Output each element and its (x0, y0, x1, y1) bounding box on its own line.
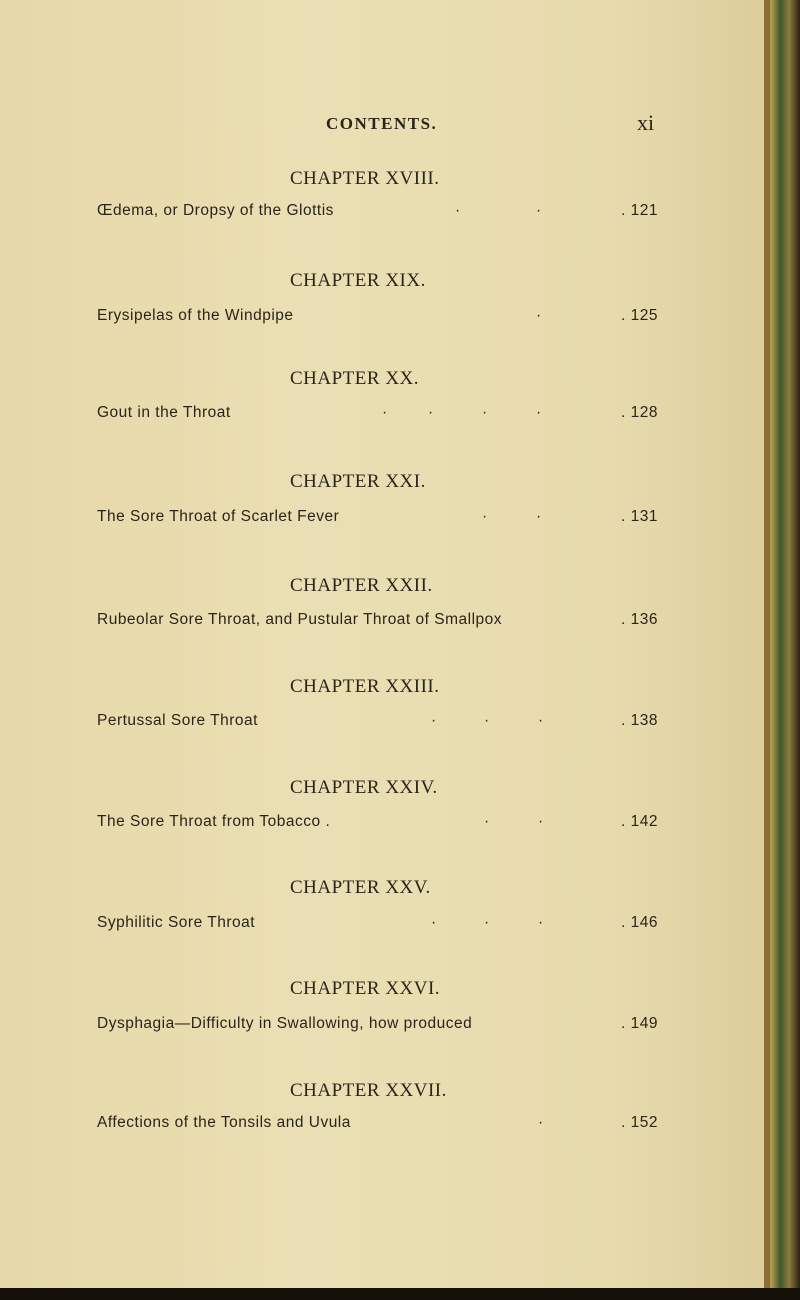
entry-page-number: . 146 (621, 914, 658, 931)
entry-page-number: . 142 (621, 813, 658, 830)
leader-dot: · (482, 508, 488, 525)
entry-page-number: . 149 (621, 1015, 658, 1032)
entry-page-number: . 136 (621, 611, 658, 628)
leader-dot: · (484, 813, 490, 830)
chapter-heading: CHAPTER XXII. (290, 575, 433, 596)
entry-title: Syphilitic Sore Throat (97, 914, 256, 931)
entry-title: Dysphagia—Difficulty in Swallowing, how produced (97, 1015, 473, 1032)
leader-dot: · (536, 508, 542, 525)
toc-entry (0, 813, 764, 833)
chapter-heading: CHAPTER XXI. (290, 471, 426, 492)
page-gutter-edge (764, 0, 770, 1300)
chapter-heading: CHAPTER XXIV. (290, 777, 438, 798)
entry-title: Erysipelas of the Windpipe (97, 307, 294, 324)
chapter-heading: CHAPTER XVIII. (290, 168, 440, 189)
toc-entry (0, 914, 764, 934)
toc-entry (0, 611, 764, 631)
chapter-heading: CHAPTER XXV. (290, 877, 431, 898)
entry-title: Rubeolar Sore Throat, and Pustular Throat of Smallpox (97, 611, 503, 628)
toc-entry (0, 202, 764, 222)
book-spine-edge (764, 0, 800, 1300)
page-folio: xi (637, 110, 655, 135)
leader-dot: · (431, 712, 437, 729)
leader-dot: · (431, 914, 437, 931)
chapter-heading: CHAPTER XXVII. (290, 1080, 447, 1101)
entry-page-number: . 125 (621, 307, 658, 324)
chapter-heading: CHAPTER XXVI. (290, 978, 441, 999)
entry-page-number: . 128 (621, 404, 658, 421)
chapter-heading: CHAPTER XX. (290, 368, 420, 389)
entry-title: Pertussal Sore Throat (97, 712, 258, 729)
toc-entry (0, 1114, 764, 1134)
entry-title: Affections of the Tonsils and Uvula (97, 1114, 351, 1131)
entry-title: The Sore Throat from Tobacco . (97, 813, 331, 830)
entry-page-number: . 152 (621, 1114, 658, 1131)
chapter-heading: CHAPTER XIX. (290, 270, 426, 291)
entry-title: The Sore Throat of Scarlet Fever (97, 508, 340, 525)
leader-dot: · (482, 404, 488, 421)
leader-dot: · (455, 202, 461, 219)
leader-dot: · (538, 813, 544, 830)
running-head-title: CONTENTS. (326, 114, 438, 133)
leader-dot: · (538, 914, 544, 931)
chapter-heading: CHAPTER XXIII. (290, 676, 440, 697)
leader-dot: · (428, 404, 434, 421)
leader-dot: · (484, 712, 490, 729)
page-bottom-edge (0, 1288, 800, 1300)
leader-dot: · (382, 404, 388, 421)
leader-dot: · (538, 712, 544, 729)
leader-dot: · (484, 914, 490, 931)
running-head (0, 110, 764, 136)
entry-page-number: . 121 (621, 202, 658, 219)
entry-title: Œdema, or Dropsy of the Glottis (97, 202, 334, 219)
toc-entry (0, 1015, 764, 1035)
leader-dot: · (536, 307, 542, 324)
leader-dot: · (536, 404, 542, 421)
entry-page-number: . 138 (621, 712, 658, 729)
toc-entry (0, 404, 764, 424)
leader-dot: · (538, 1114, 544, 1131)
entry-title: Gout in the Throat (97, 404, 231, 421)
toc-entry (0, 307, 764, 327)
leader-dot: · (536, 202, 542, 219)
toc-entry (0, 712, 764, 732)
entry-page-number: . 131 (621, 508, 658, 525)
toc-entry (0, 508, 764, 528)
